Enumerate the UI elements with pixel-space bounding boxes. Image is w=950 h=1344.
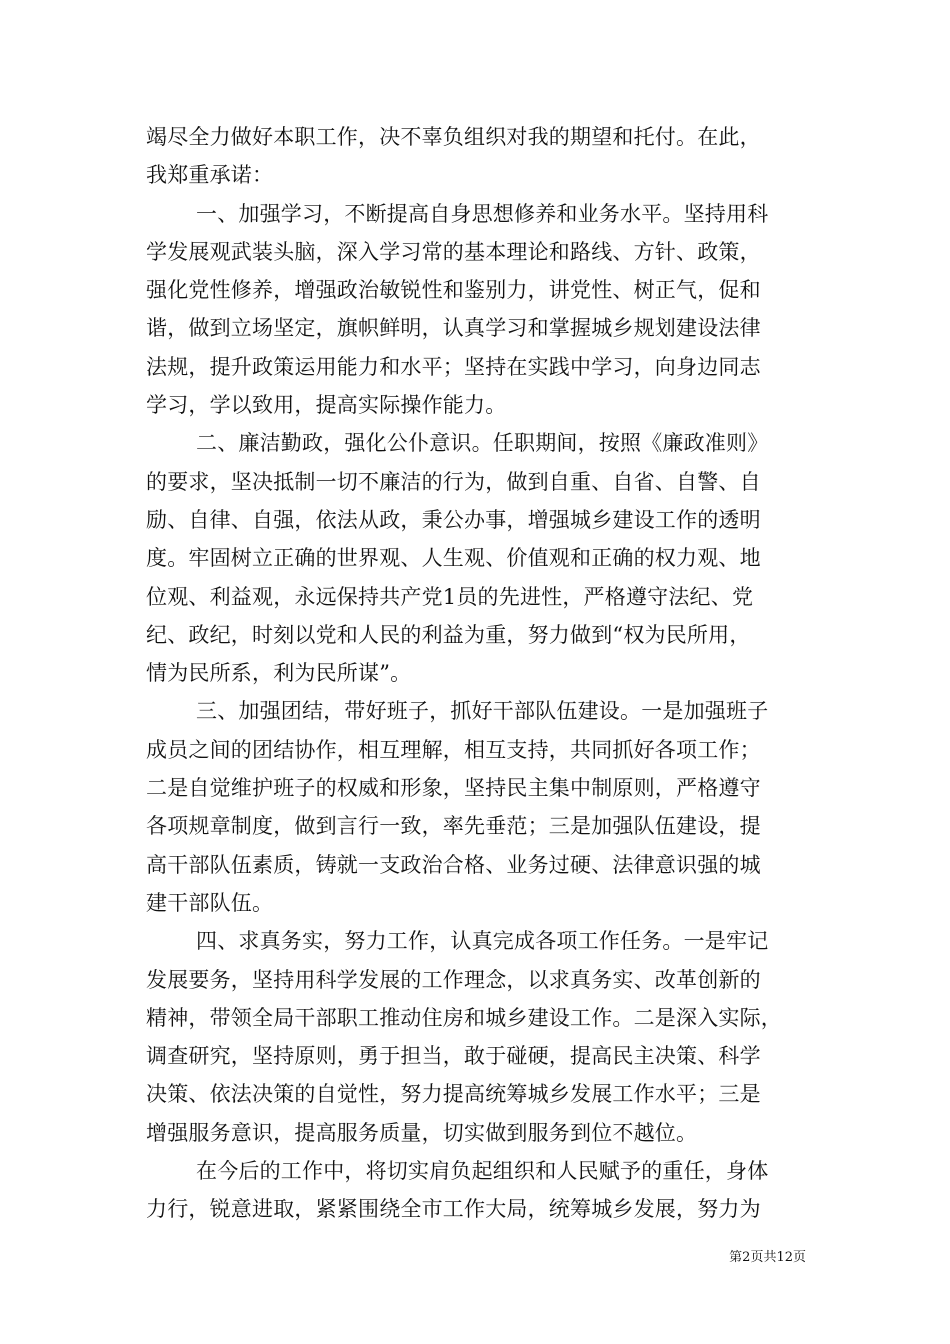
text-line: 学习，学以致用，提高实际操作能力。 xyxy=(146,393,507,418)
text-line: 调查研究，坚持原则，勇于担当，敢于碰硬，提高民主决策、科学 xyxy=(146,1044,761,1069)
page-number-footer: 第2页共12页 xyxy=(729,1250,806,1265)
text-line: 各项规章制度，做到言行一致，率先垂范；三是加强队伍建设，提 xyxy=(146,814,761,839)
paragraph-5-start: 在今后的工作中，将切实肩负起组织和人民赋予的重任，身体 xyxy=(196,1159,769,1184)
text-line: 决策、依法决策的自觉性，努力提高统筹城乡发展工作水平；三是 xyxy=(146,1082,761,1107)
text-line: 法规，提升政策运用能力和水平；坚持在实践中学习，向身边同志 xyxy=(146,354,761,379)
text-line: 谐，做到立场坚定，旗帜鲜明，认真学习和掌握城乡规划建设法律 xyxy=(146,316,761,341)
text-line: 励、自律、自强，依法从政，秉公办事，增强城乡建设工作的透明 xyxy=(146,507,761,532)
text-line: 强化党性修养，增强政治敏锐性和鉴别力，讲党性、树正气，促和 xyxy=(146,278,761,303)
paragraph-4-start: 四、求真务实，努力工作，认真完成各项工作任务。一是牢记 xyxy=(196,929,769,954)
text-line: 纪、政纪，时刻以党和人民的利益为重，努力做到“权为民所用， xyxy=(146,622,751,647)
text-line: 成员之间的团结协作，相互理解，相互支持，共同抓好各项工作； xyxy=(146,737,761,762)
paragraph-2-start: 二、廉洁勤政，强化公仆意识。任职期间，按照《廉政准则》 xyxy=(196,431,769,456)
text-line: 我郑重承诺： xyxy=(146,163,274,188)
document-body xyxy=(146,118,806,1229)
text-line: 发展要务，坚持用科学发展的工作理念，以求真务实、改革创新的 xyxy=(146,967,761,992)
text-line: 情为民所系，利为民所谋”。 xyxy=(146,661,412,686)
text-line: 增强服务意识，提高服务质量，切实做到服务到位不越位。 xyxy=(146,1120,698,1145)
text-line: 竭尽全力做好本职工作，决不辜负组织对我的期望和托付。在此， xyxy=(146,125,761,149)
text-line: 力行，锐意进取，紧紧围绕全市工作大局，统筹城乡发展，努力为 xyxy=(146,1197,761,1222)
text-line: 的要求，坚决抵制一切不廉洁的行为，做到自重、自省、自警、自 xyxy=(146,469,761,494)
paragraph-3-start: 三、加强团结，带好班子，抓好干部队伍建设。一是加强班子 xyxy=(196,699,769,724)
text-line: 学发展观武装头脑，深入学习常的基本理论和路线、方针、政策， xyxy=(146,239,761,264)
text-line: 精神，带领全局干部职工推动住房和城乡建设工作。二是深入实际， xyxy=(146,1005,782,1030)
text-line: 建干部队伍。 xyxy=(146,890,274,915)
text-line: 度。牢固树立正确的世界观、人生观、价值观和正确的权力观、地 xyxy=(146,546,761,571)
text-line: 高干部队伍素质，铸就一支政治合格、业务过硬、法律意识强的城 xyxy=(146,852,761,877)
paragraph-1-start: 一、加强学习，不断提高自身思想修养和业务水平。坚持用科 xyxy=(196,201,769,226)
text-line: 位观、利益观，永远保持共产党1员的先进性，严格遵守法纪、党 xyxy=(146,584,754,609)
text-line: 二是自觉维护班子的权威和形象，坚持民主集中制原则，严格遵守 xyxy=(146,776,761,801)
